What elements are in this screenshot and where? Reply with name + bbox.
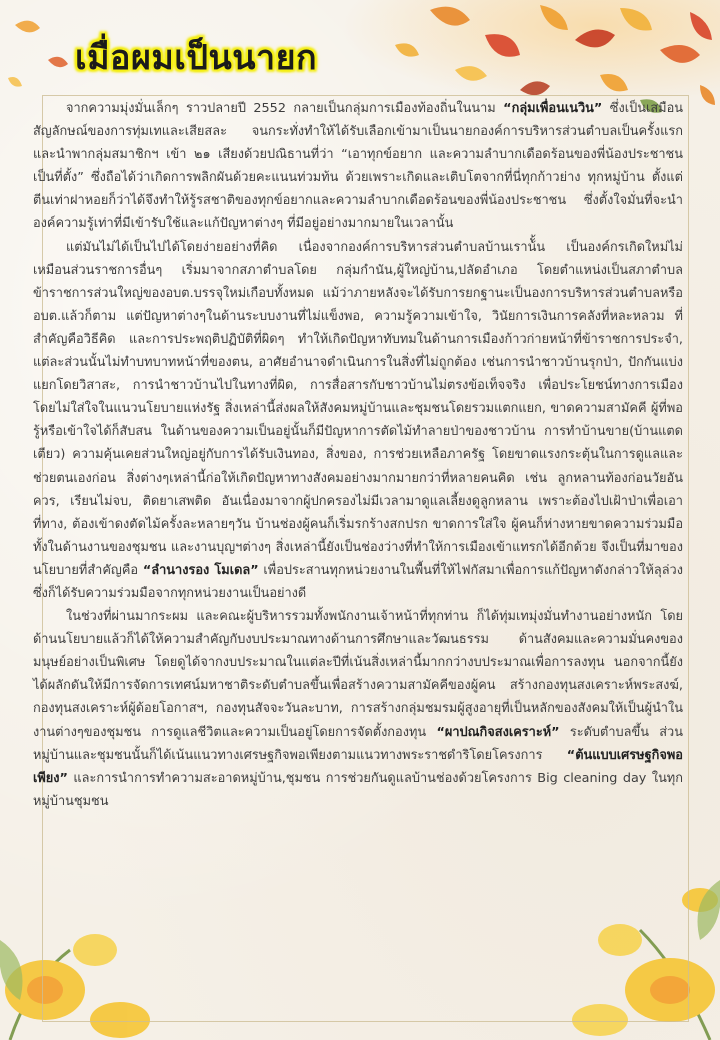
paragraph-text: ในช่วงที่ผ่านมากระผม และคณะผู้บริหารรวมทั้งพนักงานเจ้าหน้าที่ทุกท่าน ก็ได้ทุ่มเทมุ่งมั่นทำงานอย่างหนัก โดยด้านนโยบายแล้วก็ได้ให้ความสำคัญกับงบประมาณทางด้านการศึกษาและวัฒนธรรม ด้านสังคมและความมั่นคงของมนุษย์อย่างเป็นพิเศษ โดยดูได้จากงบประมาณในแต่ละปีที่เน้นสิ่งเหล่านี้มากกว่างบประมาณเพื่อการลงทุน นอกจากนี้ยังได้ผลักดันให้มีการจัดการเทศน์มหาชาติระดับตำบลขึ้นเพื่อสร้างความสามัคคีของผู้คน สร้างกองทุนสงเคราะห์พระสงฆ์, กองทุนสงเคราะห์ผู้ด้อยโอกาสฯ, กองทุนสัจจะวันละบาท, การสร้างกลุ่มชมรมผู้สูงอายุที่เป็นหลักของสังคมให้เป็นผู้นำในงานต่างๆของชุมชน การดูแลชีวิตและความเป็นอยู่โดยการจัดตั้งกองทุน bbox=[33, 609, 683, 740]
paragraph-text: ซึ่งเป็นเสมือนสัญลักษณ์ของการทุ่มเทและเสียสละ จนกระทั่งทำให้ได้รับเลือกเข้ามาเป็นนายกองค์การบริหารส่วนตำบลเป็นครั้งแรก และนำพากลุ่มสมาชิกฯ เข้า ๒๑ เสียงด้วยปณิธานที่ว่า “เอาทุกข์อยาก และความลำบากเดือดร้อนของพี่น้องประชาชน เป็นที่ตั้ง” ซึ่งถือได้ว่าเกิดการพลิกผันด้วยคะแนนท่วมท้น ด้วยเพราะเกิดและเติบโตจากที่นี่ทุกก้าวย่าง ทุกหมู่บ้าน ตั้งแต่ตีนเท่าฝาหอยก็ว่าได้จึงทำให้รู้รสชาติของทุกข์อยากและความลำบากเดือดร้อนของพี่น้องประชาชน ซึ่งตั้งใจมั่นที่จะนำองค์ความรู้เท่าที่มีเข้ารับใช้และแก้ปัญหาต่างๆ ที่มีอยู่อย่างมากมายในเวลานั้น bbox=[33, 101, 683, 232]
paragraph-1 bbox=[33, 97, 683, 236]
paragraph-text: จากความมุ่งมั่นเล็กๆ ราวปลายปี 2552 กลายเป็นกลุ่มการเมืองท้องถิ่นในนาม bbox=[66, 101, 504, 116]
fund-name-highlight: “ผาปณกิจสงเคราะห์” bbox=[436, 724, 560, 740]
project-name-highlight: “ต้นแบบเศรษฐกิจพอเพียง” bbox=[33, 747, 683, 786]
page-title: เมื่อผมเป็นนายก bbox=[75, 38, 318, 78]
model-name-highlight: “ลำนางรอง โมเดล” bbox=[142, 562, 259, 578]
article-body bbox=[33, 97, 683, 813]
paragraph-text: และการนำการทำความสะอาดหมู่บ้าน,ชุมชน การช่วยกันดูแลบ้านช่องด้วยโครงการ Big cleaning day ในทุกหมู่บ้านชุมชน bbox=[33, 770, 683, 809]
group-name-highlight: “กลุ่มเพื่อนเนวิน” bbox=[503, 101, 603, 116]
paragraph-text: เพื่อประสานทุกหน่วยงานในพื้นที่ให้ไฟกัสมาเพื่อการแก้ปัญหาดังกล่าวให้ลุล่วงซึ่งก็ได้รับความร่วมมือจากทุกหน่วยงานเป็นอย่างดี bbox=[33, 562, 683, 601]
paragraph-2 bbox=[33, 236, 683, 606]
paragraph-text: ระดับตำบลขึ้น ส่วนหมู่บ้านและชุมชนนั้นก็ได้เน้นแนวทางเศรษฐกิจพอเพียงตามแนวทางพระราชดำริโดยโครงการ bbox=[33, 724, 683, 763]
paragraph-3 bbox=[33, 605, 683, 813]
paragraph-text: แต่มันไม่ได้เป็นไปได้โดยง่ายอย่างที่คิด เนื่องจากองค์การบริหารส่วนตำบลบ้านเราน้ั้น เป็นองค์กรเกิดใหม่ไม่เหมือนส่วนราชการอื่นๆ เริ่มมาจากสภาตำบลโดย กลุ่มกำนัน,ผู้ใหญ่บ้าน,ปลัดอำเภอ โดยตำแหน่งเป็นสภาตำบล ข้าราชการส่วนใหญ่ของอบต.บรรจุใหม่เกือบทั้งหมด แม้ว่าภายหลังจะได้รับการยกฐานะเป็นองการบริหารส่วนตำบลหรืออบต.แล้วก็ตาม แต่ปัญหาต่างๆในด้านระบบงานที่ไม่แข็งพอ, ความรู้ความเข้าใจ, วินัยการเงินการคลังที่หละหลวม ที่สำคัญคือวิธีคิด และการประพฤติปฏิบัติที่ผิดๆ ทำให้เกิดปัญหาทับทมในด้านการเมืองก้าวก่ายหน้าที่ข้าราชการประจำ, แต่ละส่วนนั้นไม่ทำบทบาทหน้าที่ของตน, อาศัยอำนาจดำเนินการในสิ่งที่ไม่ถูกต้อง เช่นการนำชาวบ้านรุกป่า, ปักกันแบ่งแยกโดยวิสาสะ, การนำชาวบ้านไปในทางที่ผิด, การสื่อสารกับชาวบ้านไม่ตรงข้อเท็จจริง เพื่อประโยชน์ทางการเมือง โดยไม่ใส่ใจในแนวนโยบายแห่งรัฐ สิ่งเหล่านี้ส่งผลให้สังคมหมู่บ้านและชุมชนโดยรวมแตกแยก, ขาดความสามัคคี ผู้ที่พอรู้หรือเข้าใจได้ก็สับสน ในด้านของความเป็นอยู่นั้นก็มีปัญหาการตัดไม้ทำลายป่าของชาวบ้าน การทำบ้านขาย(บ้านแตดเตียว) ความคุ้นเคยส่วนใหญ่อยู่กับการได้รับเงินทอง, สิ่งของ, การช่วยเหลือภาครัฐ โดยขาดแรงกระตุ้นในการดูแลและช่วยตนเองก่อน สิ่งต่างๆเหล่านี้ก่อให้เกิดปัญหาทางสังคมอย่างมากมายกว่าที่หลายคนคิด เช่น ลูกหลานท้องก่อนวัยอันควร, เรียนไม่จบ, ติดยาเสพติด อันเนื่องมาจากผู้ปกครองไม่มีเวลามาดูแลเลี้ยงดูลูกหลาน เพราะต้องไปเฝ้าป่าเพื่อเอาที่ทาง, ต้องเข้าดงตัดไม้ครั้งละหลายๆวัน บ้านช่องผู้คนก็เริ่มรกร้างสกปรก ขาดการใส่ใจ ผู้คนก็ห่างหายขาดความร่วมมือทั้งในด้านงานของชุมชน และงานบุญฯต่างๆ สิ่งเหล่านี้ยังเป็นช่องว่างที่ทำให้การเมืองเข้าแทรกได้อีกด้วย จึงเป็นที่มาของนโยบายที่สำคัญคือ bbox=[33, 239, 683, 578]
